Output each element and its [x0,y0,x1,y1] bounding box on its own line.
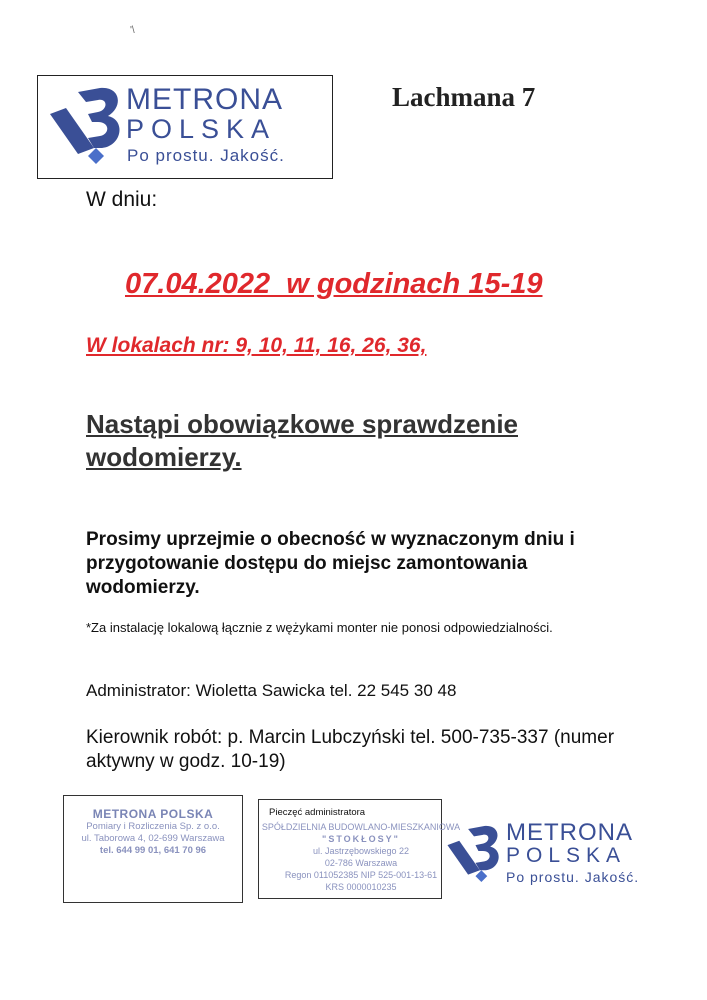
administrator-stamp-line: SPÓŁDZIELNIA BUDOWLANO-MIESZKANIOWA [261,822,461,832]
administrator-stamp-line: ul. Jastrzębowskiego 22 [312,846,410,856]
flats-list-line: W lokalach nr: 9, 10, 11, 16, 26, 36, [86,334,427,357]
request-paragraph: Prosimy uprzejmie o obecność w wyznaczonym dniu i przygotowanie dostępu do miejsc zamontowania wodomierzy. [86,529,575,598]
metrona-stamp-line: Pomiary i Rozliczenia Sp. z o.o. [86,821,220,832]
metrona-stamp-line: tel. 644 99 01, 641 70 96 [99,845,207,856]
metrona-logo-icon [48,86,124,166]
scan-mark: '\ [130,25,135,36]
administrator-stamp-line: 02-786 Warszawa [324,858,398,868]
date-time-line: 07.04.2022 w godzinach 15-19 [125,268,543,300]
administrator-stamp [258,799,461,899]
logo-tagline: Po prostu. Jakość. [127,146,285,165]
metrona-stamp-line: ul. Taborowa 4, 02-699 Warszawa [81,833,225,844]
metrona-logo-box [37,75,333,179]
logo-brand-top: METRONA [506,819,633,846]
intro-text: W dniu: [86,188,158,211]
administrator-stamp-line: Regon 011052385 NIP 525-001-13-61 [284,870,438,880]
logo-brand-bottom: POLSKA [506,844,627,867]
logo-brand-top: METRONA [126,83,283,116]
administrator-stamp-label: Pieczęć administratora [269,807,366,818]
administrator-contact: Administrator: Wioletta Sawicka tel. 22 545 30 48 [86,681,457,700]
metrona-logo-icon [446,824,502,884]
notice-headline: Nastąpi obowiązkowe sprawdzenie wodomierzy. [86,409,518,472]
logo-tagline: Po prostu. Jakość. [506,869,640,885]
administrator-stamp-line: "STOKŁOSY" [322,834,400,844]
metrona-stamp-title: METRONA POLSKA [92,807,214,821]
logo-brand-bottom: POLSKA [126,114,277,144]
site-manager-contact: Kierownik robót: p. Marcin Lubczyński tel. 500-735-337 (numer aktywny w godz. 10-19) [86,727,615,772]
metrona-stamp [63,795,243,903]
metrona-logo-bottom [446,820,656,892]
liability-note: *Za instalację lokalową łącznie z wężykami monter nie ponosi odpowiedzialności. [86,620,553,635]
address-heading: Lachmana 7 [392,82,536,112]
administrator-stamp-line: KRS 0000010235 [325,882,397,892]
